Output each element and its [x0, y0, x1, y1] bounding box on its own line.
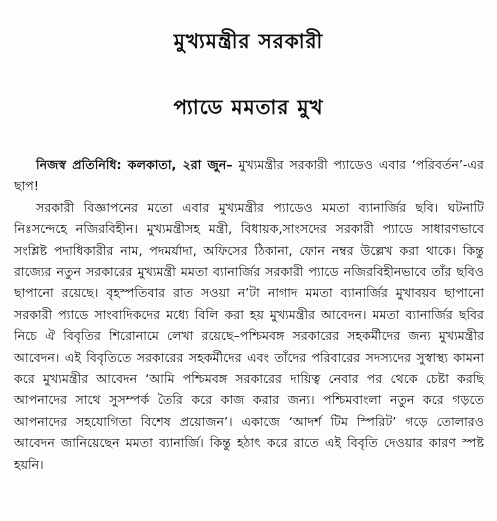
byline-lead: মুখ্যমন্ত্রীর সরকারী প্যাডেও এবার ‘পরিবর্তন’-এর ছাপ! [14, 157, 484, 194]
byline-tag: নিজস্ব প্রতিনিধি: কলকাতা, ২রা জুন– [36, 157, 233, 172]
headline-line-2: প্যাডে মমতার মুখ [173, 95, 324, 119]
headline-line-1: মুখ্যমন্ত্রীর সরকারী [173, 29, 324, 53]
article-paragraph: সরকারী বিজ্ঞাপনের মতো এবার মুখ্যমন্ত্রীর প্যাডেও মমতা ব্যানার্জির ছবি। ঘটনাটি নিঃসন্দেহে নজিরবিহীন। মুখ্যমন্ত্রীসহ মন্ত্রী, বিধায়ক,সাংসদের সরকারী প্যাডে সাধারণভাবে সংশ্লিষ্ট পদাধিকারীর নাম, পদমর্যাদা, অফিসের ঠিকানা, ফোন নম্বর উল্লেখ করা থাকে। কিন্তু রাজ্যের নতুন সরকারের মুখ্যমন্ত্রী মমতা ব্যানার্জির সরকারী প্যাডে নজিরবিহীনভাবে তাঁর ছবিও ছাপানো রয়েছে। বৃহস্পতিবার রাত সওয়া ন’টা নাগাদ মমতা ব্যানার্জির মুখাবয়ব ছাপানো সরকারী প্যাডে সাংবাদিকদের মধ্যে বিলি করা হয় মুখ্যমন্ত্রীর আবেদন। মমতা ব্যানার্জির ছবির নিচে ঐ বিবৃতির শিরোনামে লেখা রয়েছে–পশ্চিমবঙ্গ সরকারের সহকর্মীদের জন্য মুখ্যমন্ত্রীর আবেদন। এই বিবৃতিতে সরকারের সহকর্মীদের এবং তাঁদের পরিবারের সদস্যদের সুস্বাস্থ্য কামনা করে মুখ্যমন্ত্রীর আবেদন ‘আমি পশ্চিমবঙ্গ সরকারের দায়িত্ব নেবার পর থেকে চেষ্টা করছি আপনাদের সাথে সুসম্পর্ক তৈরি করে কাজ করার জন্য। পশ্চিমবাংলা নতুন করে গড়তে আপনাদের সহযোগিতা বিশেষ প্রয়োজন’। একাজে ‘আদর্শ টিম স্পিরিট’ গড়ে তোলারও আবেদন জানিয়েছেন মমতা ব্যানার্জি। কিন্তু হঠাৎ করে রাতে এই বিবৃতি দেওয়ার কারণ স্পষ্ট হয়নি। [14, 199, 484, 472]
byline-paragraph [14, 154, 484, 197]
article-body [14, 154, 484, 475]
